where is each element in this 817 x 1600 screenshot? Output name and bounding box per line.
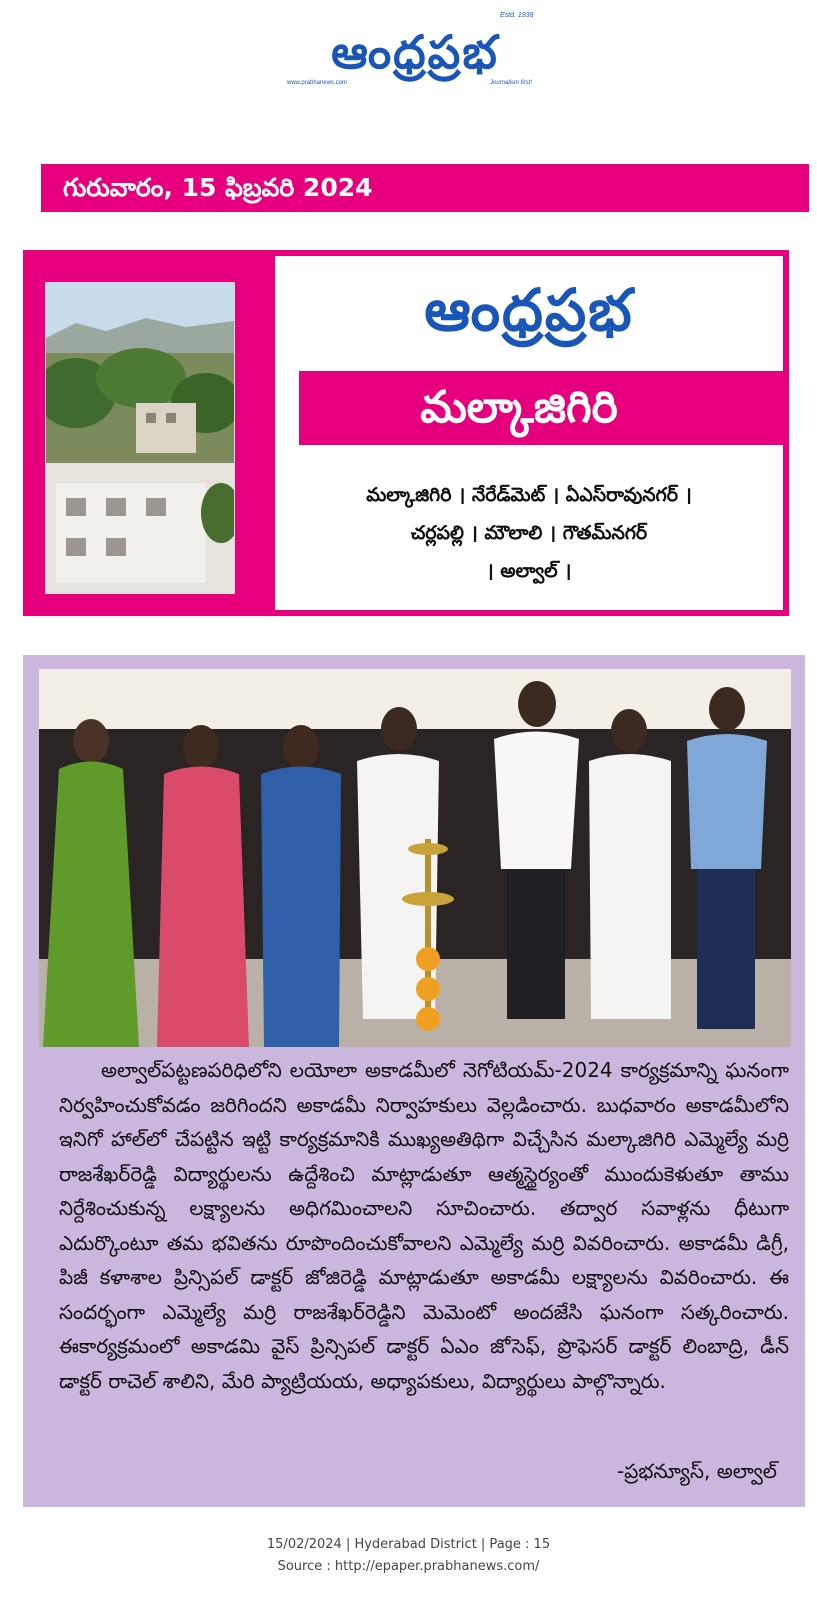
edition-title-panel	[275, 256, 783, 610]
established-label: Estd. 1938	[500, 12, 534, 19]
website-label: www.prabhanews.com	[287, 80, 348, 86]
article-paragraph: అల్వాల్‌పట్టణపరిధిలోని లయోలా అకాడమీలో నెగోటియమ్-2024 కార్యక్రమాన్ని ఘనంగా నిర్వహించుకోవడం జరిగిందని అకాడమీ నిర్వాహకులు వెల్లడించారు. బుధవారం అకాడమీలోని ఇనిగో హాల్‌లో చేపట్టిన ఇట్టి కార్యక్రమానికి ముఖ్యఅతిథిగా విచ్చేసిన మల్కాజిగిరి ఎమ్మెల్యే మర్రి రాజశేఖర్‌రెడ్డి విద్యార్థులను ఉద్దేశించి మాట్లాడుతూ ఆత్మస్థైర్యంతో ముందుకెళుతూ తాము నిర్దేశించుకున్న లక్ష్యాలను అధిగమించాలని సూచించారు. తద్వార సవాళ్లను ధీటుగా ఎదుర్కొంటూ తమ భవితను రూపొందించుకోవాలని ఎమ్మెల్యే మర్రి వివరించారు. అకాడమీ డిగ్రీ, పిజీ కళాశాల ప్రిన్సిపల్ డాక్టర్ జోజిరెడ్డి మాట్లాడుతూ అకాడమీ లక్ష్యాలను వివరించారు. ఈ సందర్భంగా ఎమ్మెల్యే మర్రి రాజశేఖర్‌రెడ్డిని మెమెంటో అందజేసి ఘనంగా సత్కరించారు. ఈకార్యక్రమంలో అకాడమి వైస్ ప్రిన్సిపల్ డాక్టర్ ఏఎం జోసెఫ్, ప్రొఫెసర్ డాక్టర్ లింబాద్రి, డీన్ డాక్టర్ రాచెల్ శాలిని, మేరి ప్యాట్రియయ, అధ్యాపకులు, విద్యార్థులు పాల్గొన్నారు.	[59, 1058, 789, 1393]
city-photo-image	[46, 283, 234, 593]
city-photo	[45, 282, 235, 594]
edition-header	[23, 250, 789, 616]
area-line: చర్లపల్లి । మౌలాలి । గౌతమ్‌నగర్	[410, 522, 648, 544]
article-byline: -ప్రభన్యూస్, అల్వాల్	[616, 1459, 777, 1483]
footer-edition-info: 15/02/2024 | Hyderabad District | Page : 15	[266, 1537, 551, 1552]
article-body	[59, 1053, 789, 1398]
date-text: గురువారం, 15 ఫిబ్రవరి 2024	[63, 173, 373, 202]
edition-title-banner	[299, 371, 783, 445]
tagline: Journalism first!	[490, 80, 533, 86]
news-article	[23, 655, 805, 1507]
newspaper-logo	[285, 18, 545, 86]
page-footer	[0, 1534, 817, 1578]
area-list	[289, 476, 769, 590]
logo-text: ఆంధ్రప్రభ	[331, 25, 499, 79]
footer-source: Source : http://epaper.prabhanews.com/	[277, 1559, 540, 1574]
area-line: । అల్వాల్ ।	[486, 560, 572, 582]
event-photo-image	[39, 669, 791, 1047]
edition-title: మల్కాజిగిరి	[420, 382, 618, 433]
masthead	[0, 0, 817, 120]
edition-logo	[275, 256, 783, 364]
date-banner	[23, 164, 809, 212]
date-banner-accent	[23, 164, 41, 212]
area-line: మల్కాజిగిరి । నేరేడ్‌మెట్ । ఏఎస్‌రావునగర్ ।	[366, 484, 692, 506]
event-photo	[39, 669, 791, 1047]
edition-logo-text: ఆంధ్రప్రభ	[424, 276, 634, 344]
